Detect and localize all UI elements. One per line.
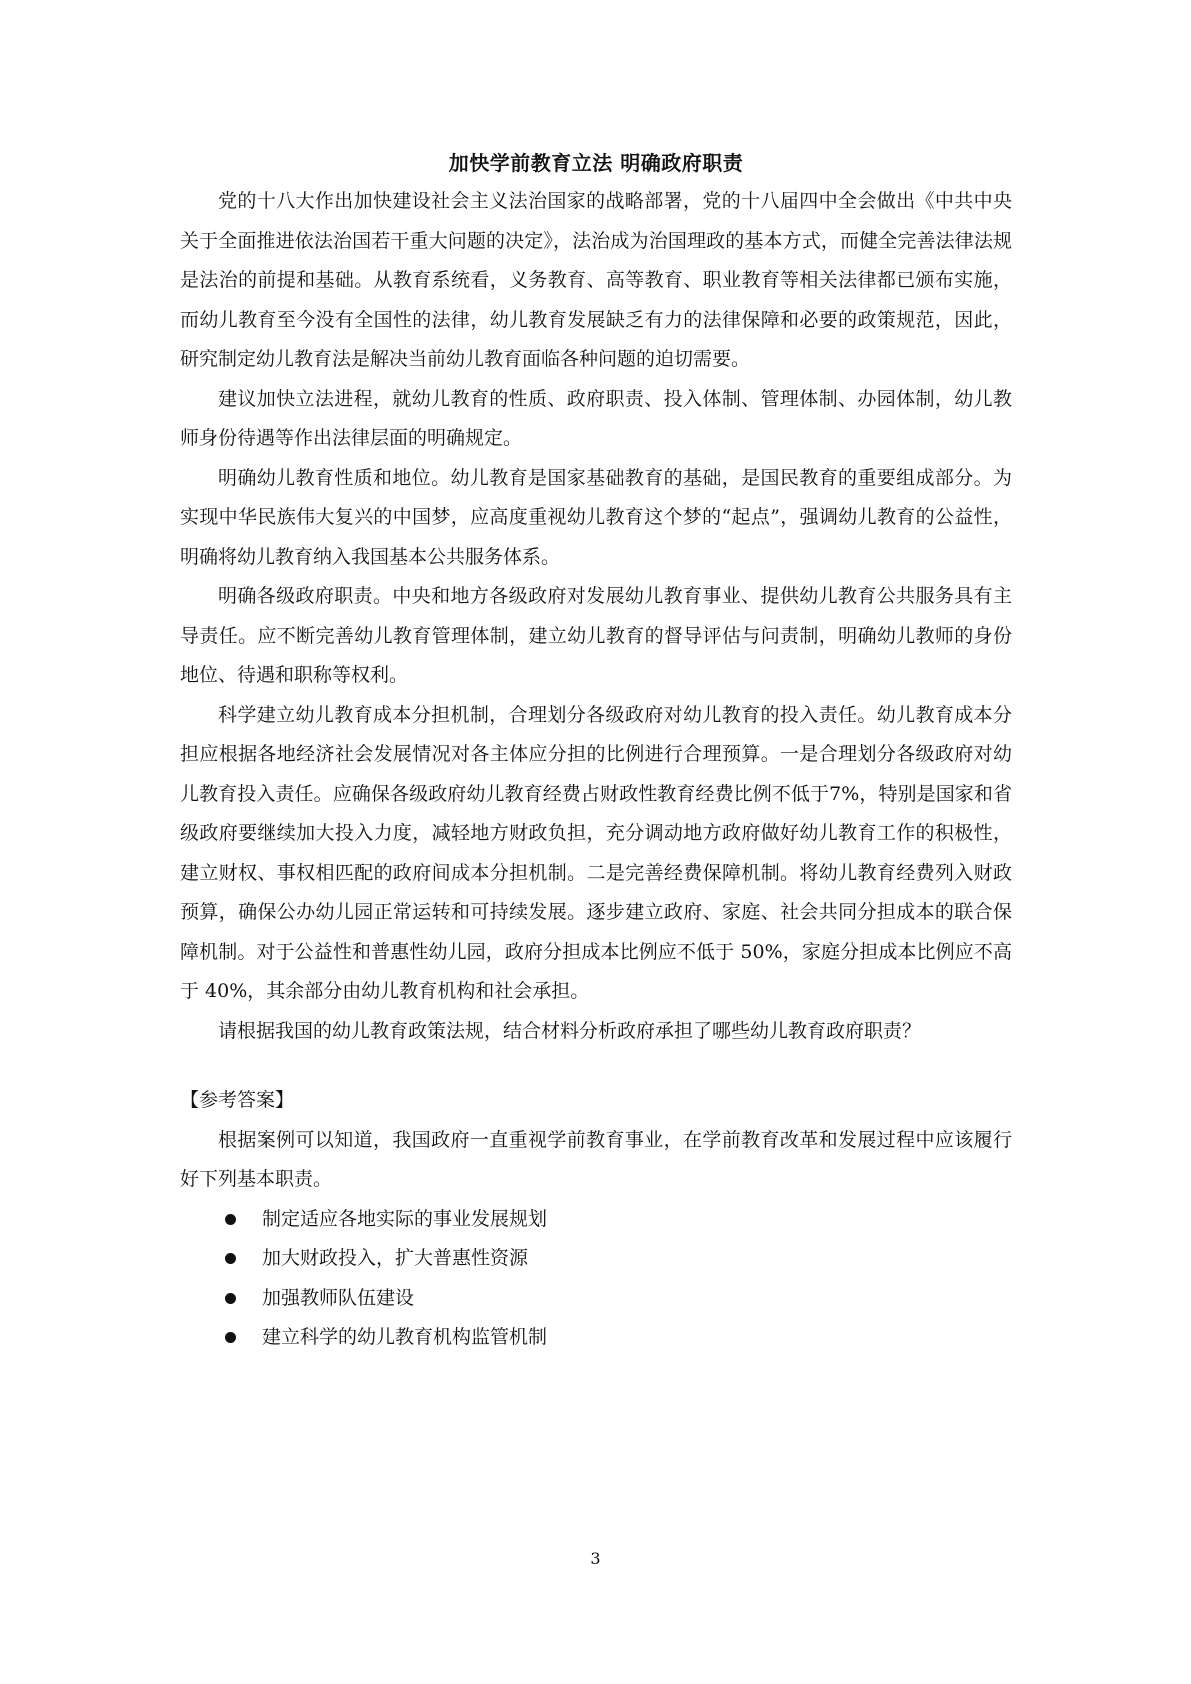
bullet-icon bbox=[225, 1293, 236, 1304]
answer-bullet-text: 加强教师队伍建设 bbox=[262, 1286, 415, 1309]
answer-bullet-item bbox=[180, 1200, 1012, 1240]
document-title: 加快学前教育立法 明确政府职责 bbox=[448, 151, 744, 175]
bullet-icon bbox=[225, 1332, 236, 1343]
paragraph-nature-status: 明确幼儿教育性质和地位。幼儿教育是国家基础教育的基础，是国民教育的重要组成部分。为实现中华民族伟大复兴的中国梦，应高度重视幼儿教育这个梦的“起点”，强调幼儿教育的公益性，明确将幼儿教育纳入我国基本公共服务体系。 bbox=[180, 466, 1012, 568]
bullet-icon bbox=[225, 1253, 236, 1264]
answer-bullet-item bbox=[180, 1318, 1012, 1358]
answer-bullet-text: 制定适应各地实际的事业发展规划 bbox=[262, 1207, 548, 1230]
answer-bullet-item bbox=[180, 1239, 1012, 1279]
answer-bullet-list bbox=[180, 1200, 1012, 1358]
section-spacer bbox=[180, 1051, 1012, 1081]
paragraph-government-duties: 明确各级政府职责。中央和地方各级政府对发展幼儿教育事业、提供幼儿教育公共服务具有主导责任。应不断完善幼儿教育管理体制，建立幼儿教育的督导评估与问责制，明确幼儿教师的身份地位、待遇和职称等权利。 bbox=[180, 585, 1012, 686]
bullet-icon bbox=[225, 1214, 236, 1225]
answer-bullet-text: 建立科学的幼儿教育机构监管机制 bbox=[262, 1326, 548, 1348]
answer-bullet-item bbox=[180, 1279, 1012, 1319]
answer-label: 【参考答案】 bbox=[180, 1089, 295, 1111]
document-page bbox=[180, 148, 1012, 1358]
page-number: 3 bbox=[590, 1549, 601, 1568]
answer-intro: 根据案例可以知道，我国政府一直重视学前教育事业，在学前教育改革和发展过程中应该履行好下列基本职责。 bbox=[180, 1128, 1012, 1190]
question-paragraph: 请根据我国的幼儿教育政策法规，结合材料分析政府承担了哪些幼儿教育政府职责？ bbox=[218, 1019, 922, 1042]
paragraph-background: 党的十八大作出加快建设社会主义法治国家的战略部署，党的十八届四中全会做出《中共中央关于全面推进依法治国若干重大问题的决定》，法治成为治国理政的基本方式，而健全完善法律法规是法治的前提和基础。从教育系统看，义务教育、高等教育、职业教育等相关法律都已颁布实施，而幼儿教育至今没有全国性的法律，幼儿教育发展缺乏有力的法律保障和必要的政策规范，因此，研究制定幼儿教育法是解决当前幼儿教育面临各种问题的迫切需要。 bbox=[180, 190, 1012, 370]
answer-bullet-text: 加大财政投入，扩大普惠性资源 bbox=[262, 1247, 529, 1269]
paragraph-cost-sharing: 科学建立幼儿教育成本分担机制，合理划分各级政府对幼儿教育的投入责任。幼儿教育成本分担应根据各地经济社会发展情况对各主体应分担的比例进行合理预算。一是合理划分各级政府对幼儿教育投入责任。应确保各级政府幼儿教育经费占财政性教育经费比例不低于7%，特别是国家和省级政府要继续加大投入力度，减轻地方财政负担，充分调动地方政府做好幼儿教育工作的积极性，建立财权、事权相匹配的政府间成本分担机制。二是完善经费保障机制。将幼儿教育经费列入财政预算，确保公办幼儿园正常运转和可持续发展。逐步建立政府、家庭、社会共同分担成本的联合保障机制。对于公益性和普惠性幼儿园，政府分担成本比例应不低于 50%，家庭分担成本比例应不高于 40%，其余部分由幼儿教育机构和社会承担。 bbox=[180, 703, 1012, 1002]
paragraph-proposal: 建议加快立法进程，就幼儿教育的性质、政府职责、投入体制、管理体制、办园体制，幼儿教师身份待遇等作出法律层面的明确规定。 bbox=[180, 387, 1012, 449]
